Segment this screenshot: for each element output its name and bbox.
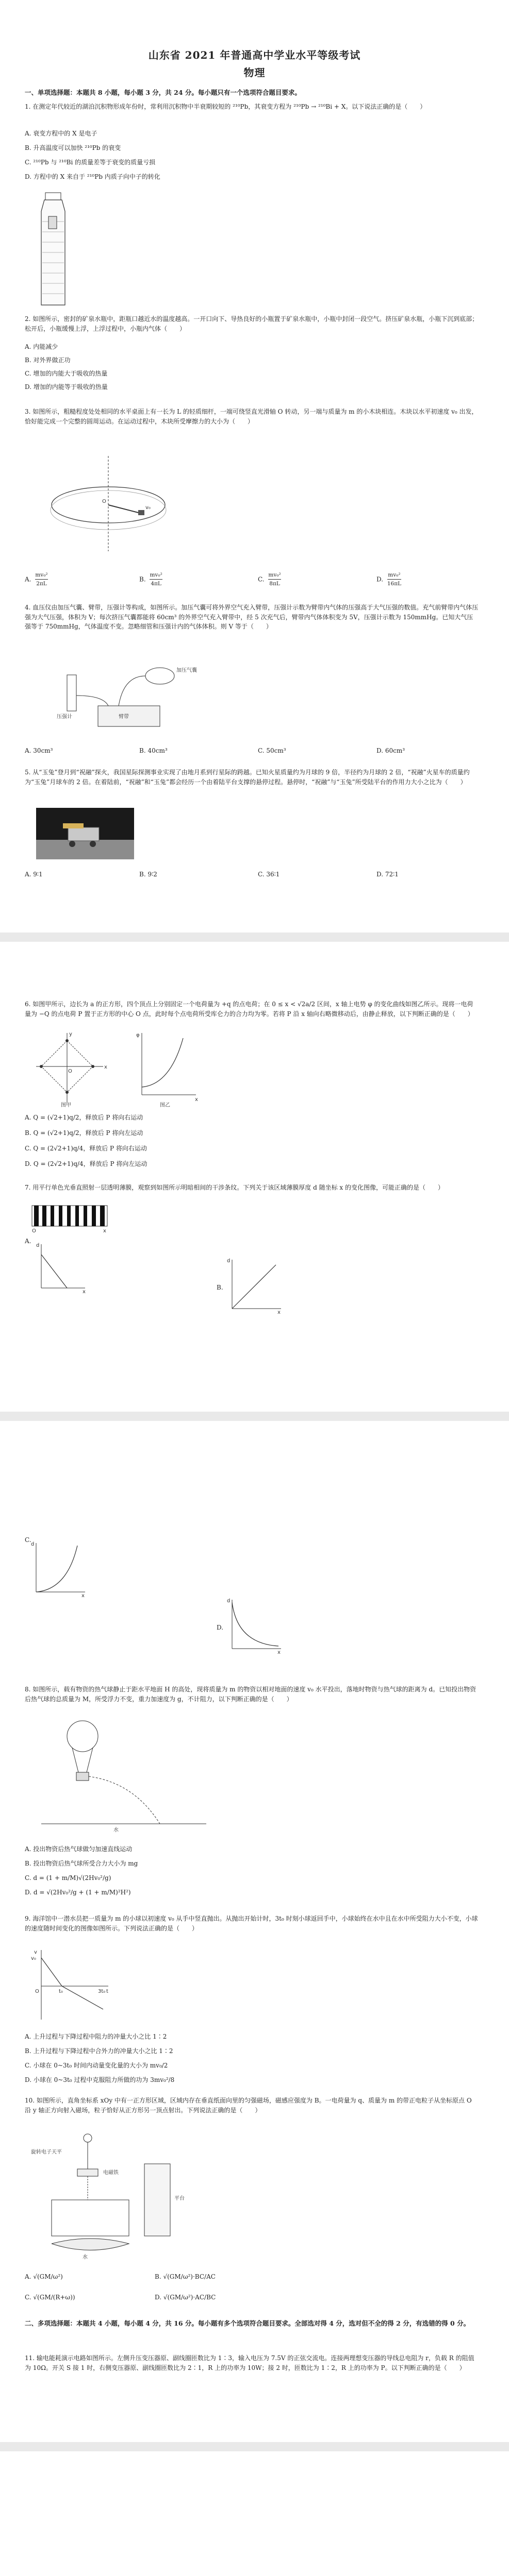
platform [144, 2164, 170, 2236]
trajectory [89, 1776, 160, 1824]
q6-option-c: C. Q = (2√2+1)q/4，释放后 P 将向右运动 [25, 1145, 147, 1152]
q4-option-b: B. 40cm³ [139, 747, 168, 754]
q2-option-c: C. 增加的内能大于吸收的热量 [25, 370, 108, 377]
section-2-heading: 二、多项选择题：本题共 4 小题，每小题 4 分，共 16 分。每小题有多个选项符合题目要求。全部选对得 4 分，选对但不全的得 2 分，有选错的得 0 分。 [25, 2319, 470, 2327]
q9-option-b: B. 上升过程与下降过程中合外力的冲量大小之比 1∶2 [25, 2047, 173, 2055]
q1-option-c: C. ²¹⁰Pb 与 ²¹⁰Bi 的质量差等于衰变的质量亏损 [25, 159, 156, 166]
stage-label: 平台 [174, 2196, 185, 2201]
q8-stem: 8. 如图所示，载有物资的热气球静止于距水平地面 H 的高处，现将质量为 m 的物资以相对地面的速度 v₀ 水平投出，落地时物资与热气球的距离为 d。已知投出物资后热气球的总质量为 M，所受浮力不变，重力加速度为 g，不计阻力，以下判断正确的是（ ） [25, 1686, 477, 1703]
q5-option-c: C. 36∶1 [258, 871, 280, 878]
q9-option-a: A. 上升过程与下降过程中阻力的冲量大小之比 1∶2 [25, 2033, 167, 2040]
q1-option-d: D. 方程中的 X 来自于 ²¹⁰Pb 内质子向中子的转化 [25, 173, 160, 180]
small-vial [48, 216, 57, 229]
bulb [145, 668, 174, 684]
q4-blood-pressure-figure [57, 665, 211, 737]
d-d: d [227, 1598, 231, 1604]
cuff [98, 706, 160, 726]
page-break [0, 1412, 509, 1421]
gauge-label: 压强计 [57, 714, 72, 720]
q7-stem: 7. 用平行单色光垂直照射一层透明薄膜，观察到如图所示明暗相间的干涉条纹。下列关于该区域薄膜厚度 d 随坐标 x 的变化图像，可能正确的是（ ） [25, 1184, 444, 1191]
q6-option-b: B. Q = (√2+1)q/2，释放后 P 将向左运动 [25, 1129, 143, 1137]
q9-vt-graph [31, 1947, 113, 2025]
ground-label: 水 [113, 1827, 119, 1833]
b-x: x [277, 1310, 281, 1314]
q2-bottle-figure [31, 191, 77, 309]
q4-option-a: A. 30cm³ [25, 747, 53, 754]
q3-option-b: B. $\frac{\text{mv₀²}}{4\pi L}$ [139, 572, 162, 587]
q4-option-d: D. 60cm³ [376, 747, 405, 754]
axis-label: O [102, 499, 106, 504]
cart-label: 旋转电子天平 [31, 2149, 62, 2155]
q10-option-d: D. √(GM/ω²)·AC/BC [155, 2294, 216, 2301]
q10-apparatus-figure [31, 2128, 206, 2262]
balloon [67, 1721, 98, 1752]
x-axis-label: x [104, 1064, 107, 1070]
lens-label: 电磁铁 [103, 2170, 119, 2176]
q10-option-b: B. √(GM/ω²)·BC/AC [155, 2273, 216, 2280]
fall-segment [62, 1986, 106, 2009]
q8-option-d: D. d = √(2Hv₀²/g + (1 + m/M)²H²) [25, 1889, 131, 1896]
q5-rover-photo [36, 808, 134, 859]
q7-option-b-label: B. [217, 1284, 223, 1291]
q5-stem: 5. 从“玉兔”登月到“祝融”探火，我国星际探测事业实现了由地月系到行星际的跨越。已知火星质量约为月球的 9 倍，半径约为月球的 2 倍，“祝融”火星车的质量约为“玉兔”月球车的 2 倍。在着陆前，“祝融”和“玉兔”都会经历一个由着陆平台支撑的悬停过程。悬停时，“祝融”与“玉兔”所受陆平台的作用力大小之比为（ ） [25, 769, 470, 786]
fig-jia-caption: 图甲 [61, 1103, 71, 1108]
exam-title: 山东省 2021 年普通高中学业水平等级考试 [148, 49, 361, 61]
fringe-origin: O [32, 1228, 36, 1233]
v0-label: v₀ [31, 1956, 36, 1961]
q10-option-a: A. √(GM/ω²) [25, 2273, 63, 2280]
q6-fig-yi [134, 1030, 201, 1108]
gauge [67, 675, 76, 711]
potential-curve [142, 1038, 183, 1087]
c-x: x [81, 1593, 85, 1597]
v0-label: v₀ [145, 505, 151, 511]
q3-option-d: D. $\frac{\text{mv₀²}}{16\pi L}$ [376, 572, 402, 587]
x-label: x [195, 1097, 198, 1103]
rise-segment [41, 1958, 62, 1986]
fringe-x: x [103, 1228, 106, 1233]
q10-option-c: C. √(GM/(R+ω)) [25, 2294, 75, 2301]
q7-option-b-graph [227, 1257, 284, 1314]
apparatus-frame [52, 2200, 129, 2236]
block [138, 510, 144, 515]
q9-option-c: C. 小球在 0~3t₀ 时间内动量变化量的大小为 mv₀/2 [25, 2062, 168, 2069]
q3-option-a: A. $\frac{\text{mv₀²}}{2\pi L}$ [25, 572, 48, 587]
q7-option-a-label: A. [25, 1238, 31, 1245]
t-label: t [106, 1989, 108, 1994]
water-tank [52, 2239, 129, 2250]
q5-option-a: A. 9∶1 [25, 871, 43, 878]
q7-fringes [31, 1205, 108, 1233]
q5-option-b: B. 9∶2 [139, 871, 157, 878]
d-x: x [277, 1650, 281, 1654]
q1-stem: 1. 在测定年代较近的湖泊沉积物形成年份时，常利用沉积物中半衰期较短的 ²¹⁰Pb，其衰变方程为 ²¹⁰Pb → ²¹⁰Bi + X。以下说法正确的是（ ） [25, 103, 426, 110]
q6-stem: 6. 如图甲所示，边长为 a 的正方形，四个顶点上分别固定一个电荷量为 +q 的点电荷；在 0 ≤ x < √2a/2 区间，x 轴上电势 φ 的变化曲线如图乙所示。现将一电荷量为 −Q 的点电荷 P 置于正方形的中心 O 点，此时每个点电荷所受库仑力的合力均为零。若将 P 沿 x 轴向右略微移动后，由静止释放，以下判断正确的是（ ） [25, 1001, 474, 1018]
q8-option-c: C. d = (1 + m/M)√(2Hv₀²/g) [25, 1874, 111, 1882]
q8-option-a: A. 投出物资后热气球做匀加速直线运动 [25, 1845, 133, 1853]
q6-fig-jia [31, 1030, 108, 1108]
band-label: 臂带 [119, 714, 129, 720]
q7-option-c-graph [31, 1540, 88, 1597]
q1-option-a: A. 衰变方程中的 X 是电子 [25, 130, 97, 137]
v-label: v [34, 1950, 37, 1955]
origin-label: O [68, 1069, 72, 1074]
3t0-label: 3t₀ [98, 1989, 106, 1994]
bottle-cap [45, 193, 61, 200]
a-x: x [83, 1289, 86, 1293]
section-1-heading: 一、单项选择题：本题共 8 小题，每小题 3 分，共 24 分。每小题只有一个选项符合题目要求。 [25, 89, 301, 96]
electromagnet [77, 2169, 98, 2176]
q2-option-a: A. 内能减少 [25, 343, 58, 350]
q3-turntable-figure [46, 453, 170, 556]
t0-label: t₀ [59, 1989, 63, 1994]
c-d: d [31, 1541, 35, 1547]
q4-stem: 4. 血压仪由加压气囊、臂带，压强计等构成，如图所示。加压气囊可将外界空气充入臂带，压强计示数为臂带内气体的压强高于大气压强的数值。充气前臂带内气体压强为大气压强，体积为 V；每次挤压气囊都能将 60cm³ 的外界空气充入臂带中，经 5 次充气后，臂带内气体体积变为 5V，压强计示数为 150mmHg。已知大气压强等于 750mmHg，气体温度不变。忽略细管和压强计内的气体体积。则 V 等于（ ） [25, 604, 479, 631]
rod [108, 505, 140, 513]
fig-yi-caption: 图乙 [160, 1103, 170, 1108]
page-break [0, 933, 509, 942]
bulb-label: 加压气囊 [176, 668, 197, 673]
basket [76, 1772, 89, 1781]
q7-option-a-graph [36, 1242, 88, 1293]
water-label: 水 [83, 2255, 88, 2260]
q2-stem: 2. 如图所示，密封的矿泉水瓶中，距瓶口越近水的温度越高。一开口向下、导热良好的小瓶置于矿泉水瓶中，小瓶中封闭一段空气。挤压矿泉水瓶，小瓶下沉到底部；松开后，小瓶缓慢上浮，上浮过程中，小瓶内气体（ ） [25, 315, 479, 332]
page-break [0, 2442, 509, 2451]
q2-option-d: D. 增加的内能等于吸收的热量 [25, 383, 108, 391]
q9-option-d: D. 小球在 0~3t₀ 过程中克服阻力所做的功为 3mv₀²/8 [25, 2076, 175, 2083]
q6-option-a: A. Q = (√2+1)q/2，释放后 P 将向右运动 [25, 1114, 143, 1121]
q2-option-b: B. 对外界做正功 [25, 357, 71, 364]
b-d: d [227, 1258, 231, 1264]
y-axis-label: y [69, 1031, 72, 1037]
q1-option-b: B. 升高温度可以加快 ²¹⁰Pb 的衰变 [25, 144, 121, 151]
q7-option-c-label: C. [25, 1536, 31, 1544]
q3-stem: 3. 如图所示，粗糙程度处处相同的水平桌面上有一长为 L 的轻质细杆，一端可绕竖直光滑轴 O 转动，另一端与质量为 m 的小木块相连。木块以水平初速度 v₀ 出发，恰好能完成一个完整的圆周运动。在运动过程中，木块所受摩擦力的大小为（ ） [25, 408, 478, 425]
subject-title: 物理 [243, 66, 266, 79]
q7-option-d-graph [227, 1597, 284, 1654]
q3-option-c: C. $\frac{\text{mv₀²}}{8\pi L}$ [258, 572, 281, 587]
q11-stem: 11. 输电能耗演示电路如图所示。左侧升压变压器原、副线圈匝数比为 1∶3，输入电压为 7.5V 的正弦交流电。连接两理想变压器的导线总电阻为 r，负载 R 的阻值为 10Ω。开关 S 接 1 时，右侧变压器原、副线圈匝数比为 2∶1，R 上的功率为 10W；接 2 时，匝数比为 1∶2，R 上的功率为 P。以下判断正确的是（ ） [25, 2354, 474, 2371]
q10-stem: 10. 如图所示，直角坐标系 xOy 中有一正方形区域，区域内存在垂直纸面向里的匀强磁场，磁感应强度为 B。一电荷量为 q、质量为 m 的带正电粒子从坐标原点 O 沿 y 轴正方向射入磁场，粒子恰好从正方形另一顶点射出。下列说法正确的是（ ） [25, 2097, 472, 2114]
q5-option-d: D. 72∶1 [376, 871, 399, 878]
q8-balloon-figure [31, 1716, 217, 1834]
q6-option-d: D. Q = (2√2+1)q/4，释放后 P 将向左运动 [25, 1160, 147, 1167]
q8-option-b: B. 投出物资后热气球所受合力大小为 mg [25, 1860, 138, 1867]
q7-option-d-label: D. [217, 1624, 224, 1631]
q9-stem: 9. 海洋馆中一潜水员把一质量为 m 的小球以初速度 v₀ 从手中竖直抛出。从抛出开始计时，3t₀ 时刻小球返回手中，小球始终在水中且在水中所受阻力大小不变，小球的速度随时间变化的图像如图所示。下列说法正确的是（ ） [25, 1915, 478, 1932]
o-label: O [35, 1989, 39, 1994]
q4-option-c: C. 50cm³ [258, 747, 286, 754]
phi-label: φ [136, 1032, 140, 1038]
a-d: d [36, 1243, 40, 1248]
